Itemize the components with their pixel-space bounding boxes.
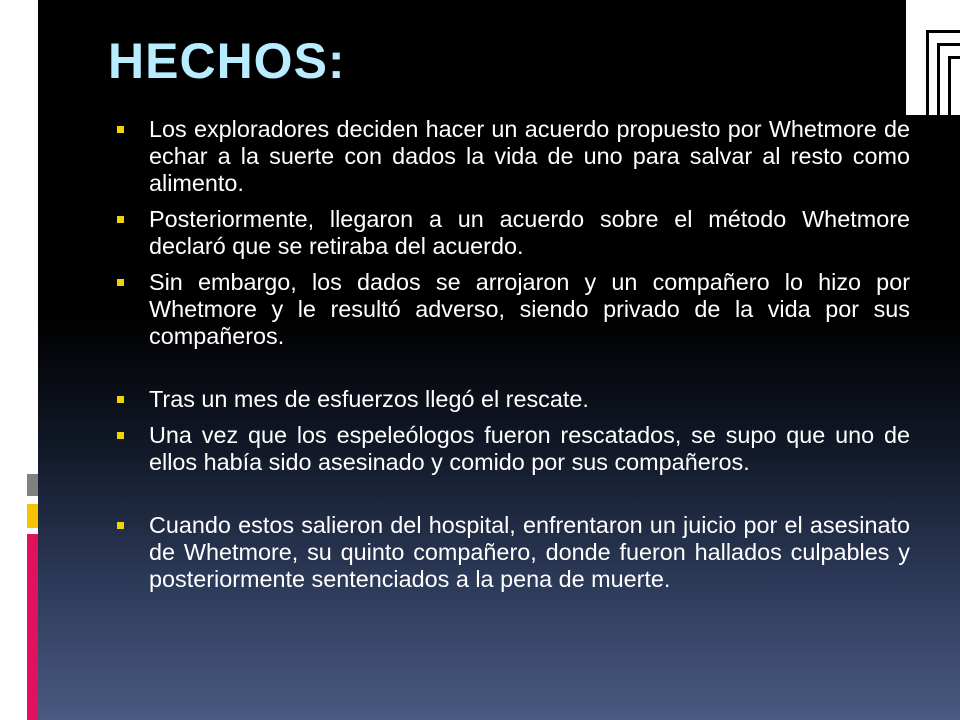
square-bullet-icon bbox=[117, 432, 124, 439]
left-decorative-strip bbox=[0, 0, 38, 720]
bullet-item bbox=[112, 116, 910, 197]
bullet-text: Cuando estos salieron del hospital, enfrentaron un juicio por el asesinato de Whetmore, su quinto compañero, donde fueron hallados culpables y posteriormente sentenciados a la pena de muerte. bbox=[149, 512, 910, 592]
bullet-text: Tras un mes de esfuerzos llegó el rescate. bbox=[149, 386, 589, 412]
bullet-item bbox=[112, 269, 910, 350]
deco-gray-bar bbox=[27, 474, 38, 496]
deco-line bbox=[937, 43, 940, 115]
deco-line bbox=[948, 56, 951, 115]
square-bullet-icon bbox=[117, 396, 124, 403]
deco-line bbox=[926, 30, 929, 115]
square-bullet-icon bbox=[117, 279, 124, 286]
square-bullet-icon bbox=[117, 126, 124, 133]
bullet-item bbox=[112, 512, 910, 593]
bullet-text: Sin embargo, los dados se arrojaron y un compañero lo hizo por Whetmore y le resultó adverso, siendo privado de la vida por sus compañeros. bbox=[149, 269, 910, 349]
bullet-list bbox=[112, 116, 910, 593]
bullet-item bbox=[112, 422, 910, 476]
bullet-item bbox=[112, 206, 910, 260]
square-bullet-icon bbox=[117, 216, 124, 223]
deco-line bbox=[926, 30, 960, 33]
bullet-item bbox=[112, 386, 910, 413]
deco-yellow-bar bbox=[27, 504, 38, 528]
bullet-text: Los exploradores deciden hacer un acuerdo propuesto por Whetmore de echar a la suerte con dados la vida de uno para salvar al resto como alimento. bbox=[149, 116, 910, 196]
square-bullet-icon bbox=[117, 522, 124, 529]
deco-line bbox=[937, 43, 960, 46]
bullet-text: Posteriormente, llegaron a un acuerdo sobre el método Whetmore declaró que se retiraba del acuerdo. bbox=[149, 206, 910, 259]
deco-window-lines bbox=[906, 0, 960, 115]
slide-title: HECHOS: bbox=[108, 33, 346, 89]
deco-red-bar bbox=[27, 534, 38, 720]
bullet-text: Una vez que los espeleólogos fueron rescatados, se supo que uno de ellos había sido asesinado y comido por sus compañeros. bbox=[149, 422, 910, 475]
